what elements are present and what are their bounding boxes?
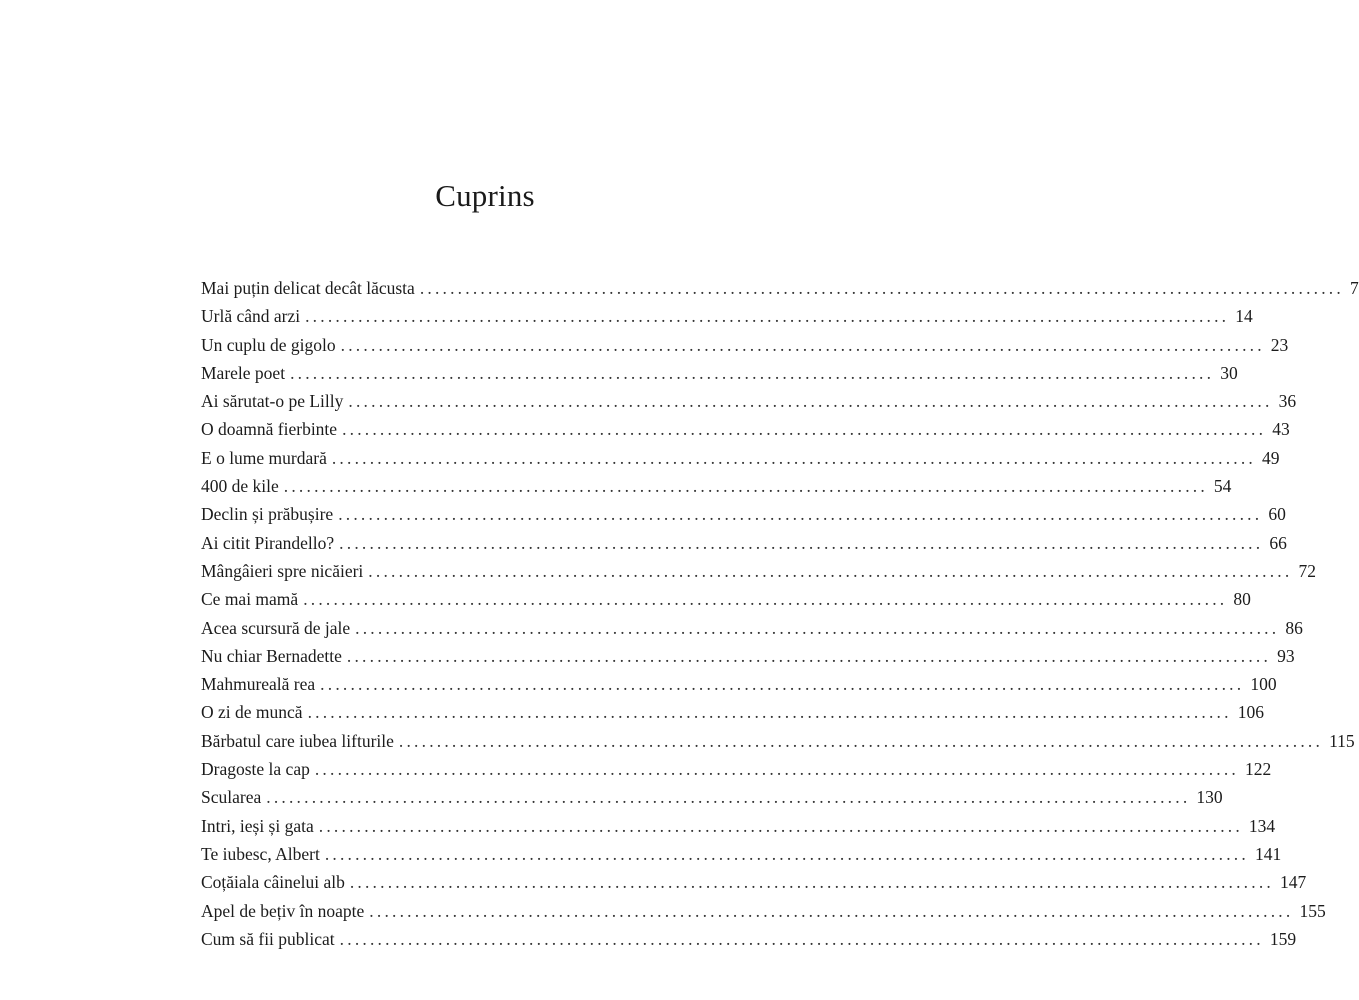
toc-entry-title: Nu chiar Bernadette	[201, 645, 342, 666]
toc-dot-leader: ..........................................................................................................................	[305, 306, 1230, 327]
toc-entry-title: Mângâieri spre nicăieri	[201, 560, 364, 581]
toc-dot-leader: ..........................................................................................................................	[324, 843, 1249, 864]
toc-dot-leader: ..........................................................................................................................	[283, 476, 1208, 497]
toc-entry-page-number: 100	[1250, 674, 1277, 695]
toc-entry-page-number: 80	[1233, 589, 1251, 610]
toc-entry-page-number: 66	[1269, 532, 1287, 553]
toc-dot-leader: ..........................................................................................................................	[355, 617, 1280, 638]
toc-entry	[201, 840, 1282, 868]
toc-dot-leader: ..........................................................................................................................	[303, 589, 1228, 610]
toc-entry-title: Un cuplu de gigolo	[201, 334, 336, 355]
toc-entry-title: Marele poet	[201, 362, 286, 383]
toc-entry-title: Scularea	[201, 787, 262, 808]
toc-entry	[201, 812, 1276, 840]
toc-entry-title: Acea scursură de jale	[201, 617, 351, 638]
toc-entry	[201, 444, 1280, 472]
toc-entry	[201, 415, 1290, 443]
toc-entry-title: O zi de muncă	[201, 702, 303, 723]
toc-entry-page-number: 130	[1196, 787, 1223, 808]
toc-dot-leader: ..........................................................................................................................	[339, 532, 1264, 553]
toc-dot-leader: ..........................................................................................................................	[349, 872, 1274, 893]
toc-entry-page-number: 72	[1298, 560, 1316, 581]
toc-entry-title: Declin și prăbușire	[201, 504, 334, 525]
toc-entry-page-number: 49	[1262, 447, 1280, 468]
toc-entry	[201, 359, 1238, 387]
toc-dot-leader: ..........................................................................................................................	[320, 674, 1245, 695]
toc-entry	[201, 868, 1307, 896]
toc-entry	[201, 783, 1223, 811]
toc-entry-title: Urlă când arzi	[201, 306, 301, 327]
toc-entry-title: Intri, ieși și gata	[201, 815, 314, 836]
toc-entry	[201, 472, 1232, 500]
toc-entry	[201, 331, 1289, 359]
toc-entry	[201, 727, 1355, 755]
toc-entry-title: Coțăiala câinelui alb	[201, 872, 345, 893]
toc-entry-page-number: 36	[1278, 391, 1297, 412]
toc-entry	[201, 302, 1253, 330]
toc-entry	[201, 557, 1316, 585]
toc-entry-page-number: 86	[1285, 617, 1303, 638]
toc-entry-title: Cum să fii publicat	[201, 928, 335, 949]
toc-entry-page-number: 141	[1254, 843, 1282, 864]
toc-dot-leader: ..........................................................................................................................	[340, 334, 1265, 355]
toc-entry-title: Te iubesc, Albert	[201, 843, 320, 864]
toc-dot-leader: ..........................................................................................................................	[369, 900, 1294, 921]
table-of-contents	[201, 274, 1359, 953]
toc-entry-page-number: 30	[1220, 362, 1238, 383]
toc-dot-leader: ..........................................................................................................................	[348, 391, 1273, 412]
toc-entry-page-number: 106	[1237, 702, 1264, 723]
toc-entry	[201, 755, 1272, 783]
toc-entry-page-number: 159	[1269, 928, 1297, 949]
toc-dot-leader: ..........................................................................................................................	[307, 702, 1232, 723]
toc-entry	[201, 274, 1359, 302]
toc-entry-page-number: 93	[1277, 645, 1295, 666]
toc-entry-page-number: 60	[1268, 504, 1286, 525]
toc-entry	[201, 500, 1286, 528]
toc-entry-title: Ai sărutat-o pe Lilly	[201, 391, 344, 412]
toc-entry-page-number: 115	[1329, 730, 1355, 751]
toc-entry-title: E o lume murdară	[201, 447, 327, 468]
toc-entry-title: Ce mai mamă	[201, 589, 299, 610]
toc-dot-leader: ..........................................................................................................................	[314, 759, 1239, 780]
toc-dot-leader: ..........................................................................................................................	[368, 560, 1293, 581]
toc-dot-leader: ..........................................................................................................................	[342, 419, 1267, 440]
toc-entry-title: Mahmureală rea	[201, 674, 316, 695]
toc-entry	[201, 925, 1297, 953]
toc-entry	[201, 698, 1264, 726]
toc-entry-page-number: 7	[1349, 278, 1359, 298]
toc-dot-leader: ..........................................................................................................................	[338, 504, 1263, 525]
page-title: Cuprins	[435, 178, 535, 213]
toc-dot-leader: ..........................................................................................................................	[318, 815, 1243, 836]
toc-entry-title: Apel de bețiv în noapte	[201, 900, 365, 921]
toc-entry-page-number: 54	[1213, 476, 1232, 497]
toc-entry-page-number: 43	[1272, 419, 1290, 440]
toc-entry	[201, 387, 1297, 415]
toc-entry-title: Dragoste la cap	[201, 759, 310, 780]
toc-entry-page-number: 147	[1279, 872, 1307, 893]
toc-entry-title: O doamnă fierbinte	[201, 419, 338, 440]
toc-entry-page-number: 122	[1245, 759, 1272, 780]
toc-entry-page-number: 23	[1270, 334, 1289, 355]
toc-entry-title: 400 de kile	[201, 476, 279, 497]
toc-entry	[201, 642, 1295, 670]
toc-dot-leader: ..........................................................................................................................	[419, 278, 1344, 298]
toc-entry	[201, 897, 1326, 925]
toc-entry-title: Ai citit Pirandello?	[201, 532, 335, 553]
toc-entry	[201, 614, 1303, 642]
toc-entry-page-number: 14	[1235, 306, 1253, 327]
toc-entry-title: Mai puțin delicat decât lăcusta	[201, 278, 415, 298]
toc-dot-leader: ..........................................................................................................................	[398, 730, 1324, 751]
toc-entry	[201, 529, 1287, 557]
toc-entry	[201, 670, 1277, 698]
toc-dot-leader: ..........................................................................................................................	[331, 447, 1257, 468]
toc-entry-page-number: 134	[1248, 815, 1276, 836]
toc-dot-leader: ..........................................................................................................................	[290, 362, 1215, 383]
toc-dot-leader: ..........................................................................................................................	[346, 645, 1272, 666]
toc-entry-title: Bărbatul care iubea lifturile	[201, 730, 394, 751]
toc-entry-page-number: 155	[1299, 900, 1326, 921]
toc-dot-leader: ..........................................................................................................................	[266, 787, 1191, 808]
toc-entry	[201, 585, 1251, 613]
toc-dot-leader: ..........................................................................................................................	[339, 928, 1264, 949]
